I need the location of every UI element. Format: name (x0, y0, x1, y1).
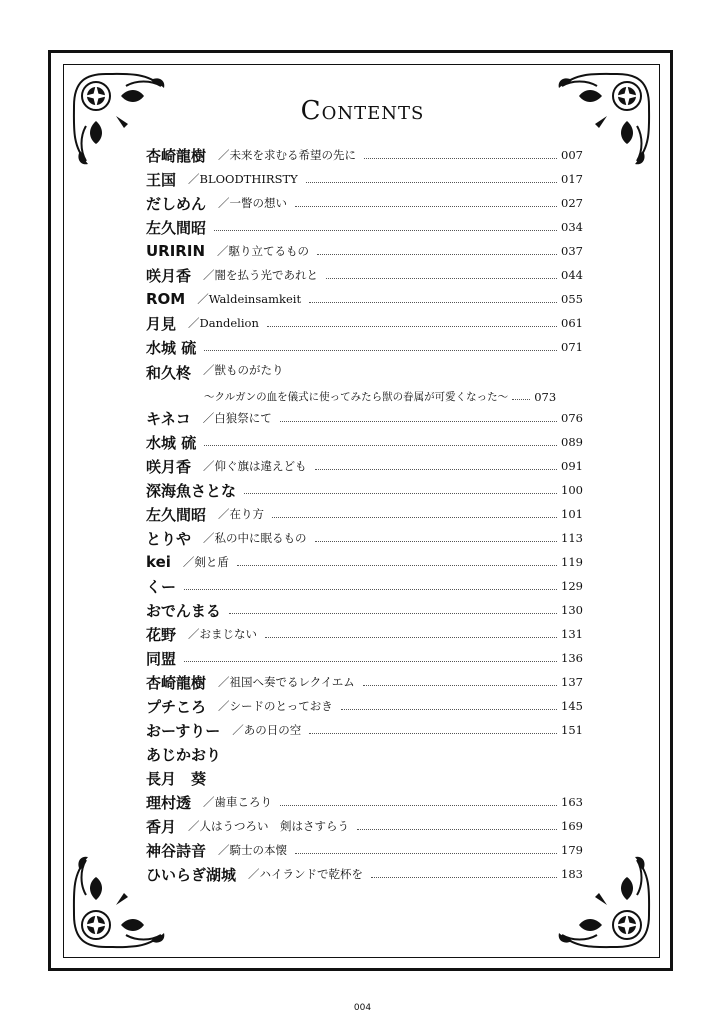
leader-dots (364, 158, 557, 159)
entry-author: 杏崎龍樹 (146, 146, 207, 165)
leader-dots (204, 445, 557, 446)
entry-title: ／歯車ころり (203, 795, 273, 809)
entry-title: ／Dandelion (188, 316, 259, 330)
entry-author: 理村透 (146, 793, 192, 812)
entry-author: 和久柊 (146, 364, 192, 382)
entry-title: ／BLOODTHIRSTY (188, 172, 298, 186)
toc-entry (146, 311, 583, 335)
entry-page: 131 (561, 627, 583, 641)
leader-dots (363, 685, 557, 686)
leader-dots (267, 326, 557, 327)
entry-author: kei (146, 553, 171, 571)
entry-page: 183 (561, 867, 583, 881)
entry-author: プチころ (146, 697, 207, 716)
entry-page: 113 (561, 531, 583, 545)
entry-page: 136 (561, 651, 583, 665)
entry-author: 香月 (146, 817, 177, 836)
entry-title: ／在り方 (218, 507, 265, 521)
entry-author: とりや (146, 529, 192, 548)
toc-entry (146, 550, 583, 574)
entry-author: 長月 葵 (146, 769, 207, 788)
entry-author: 左久間昭 (146, 218, 207, 237)
entry-title: ／人はうつろい 剣はさすらう (188, 819, 350, 833)
toc-entry (146, 718, 583, 742)
entry-page: 130 (561, 603, 583, 617)
entry-title: ／獣ものがたり (203, 363, 284, 377)
entry-page: 169 (561, 819, 583, 833)
leader-dots (315, 469, 557, 470)
leader-dots (295, 853, 557, 854)
entry-author: 咲月香 (146, 266, 192, 285)
entry-title: ／未来を求むる希望の先に (218, 148, 357, 162)
entry-subtitle: 〜クルガンの血を儀式に使ってみたら獣の眷属が可愛くなった〜 (204, 391, 509, 403)
leader-dots (214, 230, 557, 231)
entry-title: ／シードのとっておき (218, 699, 333, 713)
entry-page: 101 (561, 507, 583, 521)
entry-author: 月見 (146, 314, 177, 333)
entry-page: 145 (561, 699, 583, 713)
toc-entry (146, 622, 583, 646)
toc-entry (146, 598, 583, 622)
entry-page: 071 (561, 340, 583, 354)
entry-page: 007 (561, 148, 583, 162)
page-number: 004 (353, 1003, 372, 1013)
leader-dots (309, 733, 557, 734)
entry-page: 076 (561, 411, 583, 425)
entry-title: ／おまじない (188, 627, 258, 641)
entry-page: 089 (561, 435, 583, 449)
leader-dots (184, 589, 557, 590)
leader-dots (326, 278, 557, 279)
entry-page: 137 (561, 675, 583, 689)
entry-title: ／私の中に眠るもの (203, 531, 307, 545)
entry-author: 水城 硫 (146, 433, 197, 452)
leader-dots (204, 350, 557, 351)
entry-page: 017 (561, 172, 583, 186)
entry-author: 神谷詩音 (146, 841, 207, 860)
entry-page: 034 (561, 220, 583, 234)
entry-page: 055 (561, 292, 583, 306)
entry-author: キネコ (146, 409, 191, 428)
entry-page: 129 (561, 579, 583, 593)
entry-page: 037 (561, 244, 583, 258)
leader-dots (512, 399, 530, 400)
toc-entry (146, 191, 583, 215)
toc-entry (146, 430, 583, 454)
entry-author: 同盟 (146, 649, 177, 668)
toc-entry (146, 646, 583, 670)
leader-dots (280, 421, 557, 422)
entry-author: 深海魚さとな (146, 481, 237, 500)
entry-author: ROM (146, 290, 186, 308)
entry-title: ／闇を払う光であれと (203, 268, 319, 282)
entry-page: 044 (561, 268, 583, 282)
toc-entry (146, 406, 583, 430)
toc-entry (146, 670, 583, 694)
entry-author: 花野 (146, 625, 177, 644)
leader-dots (341, 709, 557, 710)
toc-entry (146, 766, 583, 790)
toc-entry (146, 335, 583, 359)
toc-entry (146, 215, 583, 239)
entry-title: ／祖国へ奏でるレクイエム (218, 675, 355, 689)
leader-dots (317, 254, 557, 255)
entry-page: 027 (561, 196, 583, 210)
entry-author: くー (146, 577, 177, 596)
entry-page: 100 (561, 483, 583, 497)
leader-dots (272, 517, 557, 518)
page-title: Contents (300, 96, 425, 126)
leader-dots (309, 302, 557, 303)
toc-entry (146, 862, 583, 886)
toc-entry (146, 814, 583, 838)
entry-page: 091 (561, 459, 583, 473)
leader-dots (306, 182, 557, 183)
entry-page: 179 (561, 843, 583, 857)
toc-entry (146, 359, 583, 406)
entry-author: 杏崎龍樹 (146, 673, 207, 692)
toc-entry (146, 263, 583, 287)
entry-title: ／白狼祭にて (202, 411, 272, 425)
leader-dots (244, 493, 557, 494)
leader-dots (357, 829, 557, 830)
leader-dots (371, 877, 557, 878)
toc-entry (146, 790, 583, 814)
toc-entry (146, 502, 583, 526)
entry-page: 151 (561, 723, 583, 737)
entry-title: ／ハイランドで乾杯を (248, 867, 364, 881)
entry-author: 水城 硫 (146, 338, 197, 357)
entry-page: 061 (561, 316, 583, 330)
entry-page: 073 (534, 389, 557, 404)
toc-entry (146, 287, 583, 311)
entry-title: ／仰ぐ旗は違えども (203, 459, 307, 473)
toc-entry (146, 574, 583, 598)
toc-entry (146, 478, 583, 502)
leader-dots (295, 206, 557, 207)
entry-author: だしめん (146, 194, 207, 213)
toc-entry (146, 454, 583, 478)
entry-author: 咲月香 (146, 457, 192, 476)
leader-dots (237, 565, 557, 566)
entry-author: 左久間昭 (146, 505, 207, 524)
entry-author: 王国 (146, 170, 177, 189)
entry-title: ／騎士の本懐 (218, 843, 288, 857)
entry-author: おーすりー (146, 721, 221, 740)
leader-dots (265, 637, 557, 638)
toc-entry (146, 167, 583, 191)
toc-entry (146, 694, 583, 718)
toc-entry (146, 239, 583, 263)
entry-subtitle-line (146, 389, 583, 404)
toc-entry (146, 143, 583, 167)
toc-entry (146, 742, 583, 766)
leader-dots (280, 805, 557, 806)
entry-author: ひいらぎ湖城 (146, 865, 237, 884)
table-of-contents (146, 143, 583, 886)
entry-author: URIRIN (146, 242, 205, 260)
toc-entry (146, 526, 583, 550)
entry-title: ／Waldeinsamkeit (197, 292, 302, 306)
leader-dots (229, 613, 557, 614)
entry-author: おでんまる (146, 601, 221, 620)
entry-page: 163 (561, 795, 583, 809)
entry-title: ／剣と盾 (182, 555, 229, 569)
entry-page: 119 (561, 555, 583, 569)
entry-title: ／あの日の空 (232, 723, 302, 737)
toc-entry (146, 838, 583, 862)
entry-author: あじかおり (146, 745, 222, 764)
leader-dots (184, 661, 557, 662)
leader-dots (315, 541, 557, 542)
entry-title: ／駆り立てるもの (217, 244, 309, 258)
entry-title: ／一瞥の想い (218, 196, 288, 210)
